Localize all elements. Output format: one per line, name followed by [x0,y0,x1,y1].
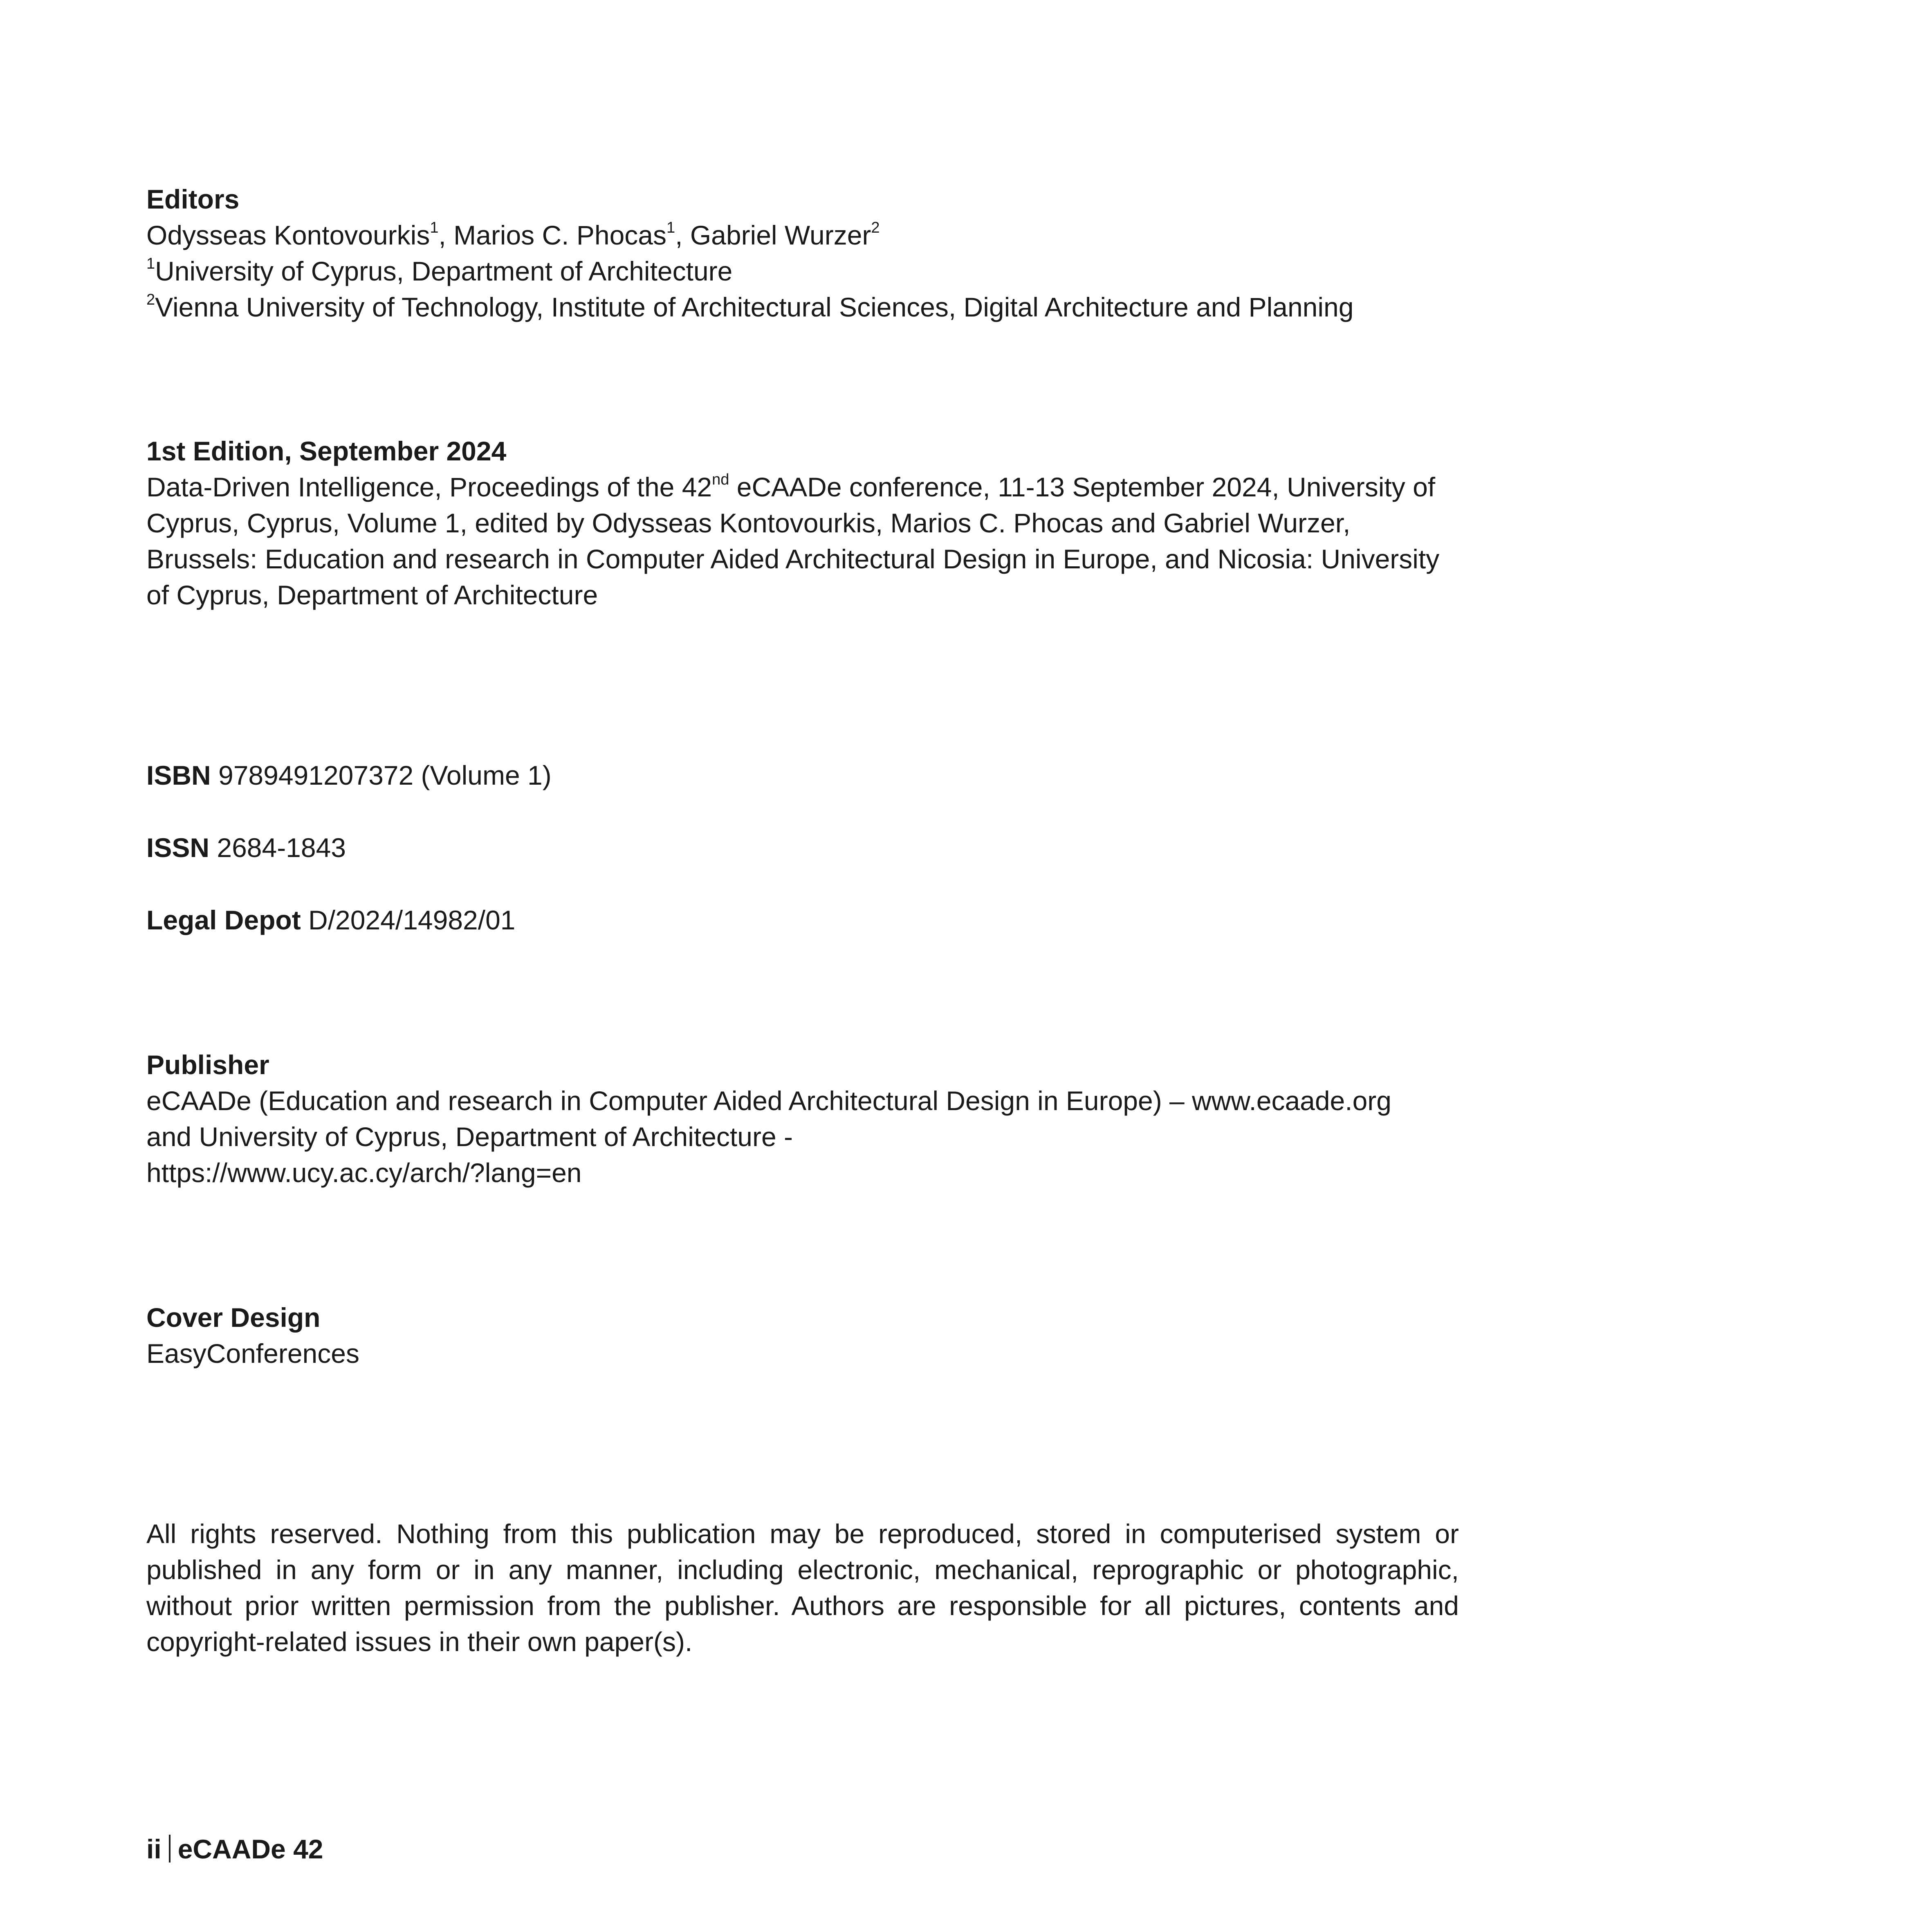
cover-design-section [146,1299,1459,1371]
editor-name-2: , Marios C. Phocas [438,220,666,250]
affiliation-2-sup: 2 [146,291,155,308]
editor-sup-2: 1 [666,219,675,236]
editor-name-3: , Gabriel Wurzer [675,220,871,250]
footer-separator [169,1835,171,1862]
editors-section [146,181,1459,325]
editor-name-1: Odysseas Kontovourkis [146,220,430,250]
issn-value: 2684-1843 [209,832,346,863]
edition-citation-sup: nd [712,471,729,488]
publisher-line-2: and University of Cyprus, Department of Architecture - [146,1122,793,1152]
legal-depot-line [146,902,1459,938]
legal-depot-value: D/2024/14982/01 [301,905,516,935]
footer-journal: eCAADe 42 [177,1834,323,1864]
publisher-line-1: eCAADe (Education and research in Computer Aided Architectural Design in Europe) – www.ecaade.org [146,1086,1391,1116]
edition-citation [146,469,1459,613]
affiliation-1-text: University of Cyprus, Department of Architecture [155,256,733,286]
legal-depot-label: Legal Depot [146,905,301,935]
editors-names [146,217,1459,253]
cover-design-text: EasyConferences [146,1338,359,1369]
editor-sup-1: 1 [430,219,439,236]
affiliation-2-text: Vienna University of Technology, Institute of Architectural Sciences, Digital Architecture and Planning [155,292,1354,322]
rights-text: All rights reserved. Nothing from this publication may be reproduced, stored in computerised system or published in any form or in any manner, including electronic, mechanical, reprographic or photographic, without prior written permission from the publisher. Authors are responsible for all pictures, contents and copyright-related issues in their own paper(s). [146,1519,1459,1657]
issn-label: ISSN [146,832,210,863]
publisher-heading: Publisher [146,1050,269,1080]
publisher-section [146,1047,1459,1191]
edition-heading: 1st Edition, September 2024 [146,436,507,466]
cover-design-heading: Cover Design [146,1302,321,1333]
page-number: ii [146,1834,162,1864]
rights-section [146,1516,1459,1660]
edition-section [146,433,1459,613]
affiliation-2 [146,289,1459,325]
isbn-line [146,757,1459,793]
edition-citation-part2: eCAADe conference, 11-13 September 2024, University of Cyprus, Cyprus, Volume 1, edited by Odysseas Kontovourkis, Marios C. Phocas and Gabriel Wurzer, Brussels: Education and research in Computer Aided Architectural Design in Europe, and Nicosia: University of Cyprus, Department of Architecture [146,472,1440,610]
publisher-line-3: https://www.ucy.ac.cy/arch/?lang=en [146,1158,582,1188]
affiliation-1-sup: 1 [146,255,155,272]
editor-sup-3: 2 [871,219,880,236]
page-footer [146,1831,323,1867]
issn-line [146,830,1459,866]
editors-heading: Editors [146,184,240,214]
affiliation-1 [146,253,1459,289]
edition-citation-part1: Data-Driven Intelligence, Proceedings of the 42 [146,472,712,502]
isbn-label: ISBN [146,760,211,790]
isbn-value: 9789491207372 (Volume 1) [211,760,552,790]
